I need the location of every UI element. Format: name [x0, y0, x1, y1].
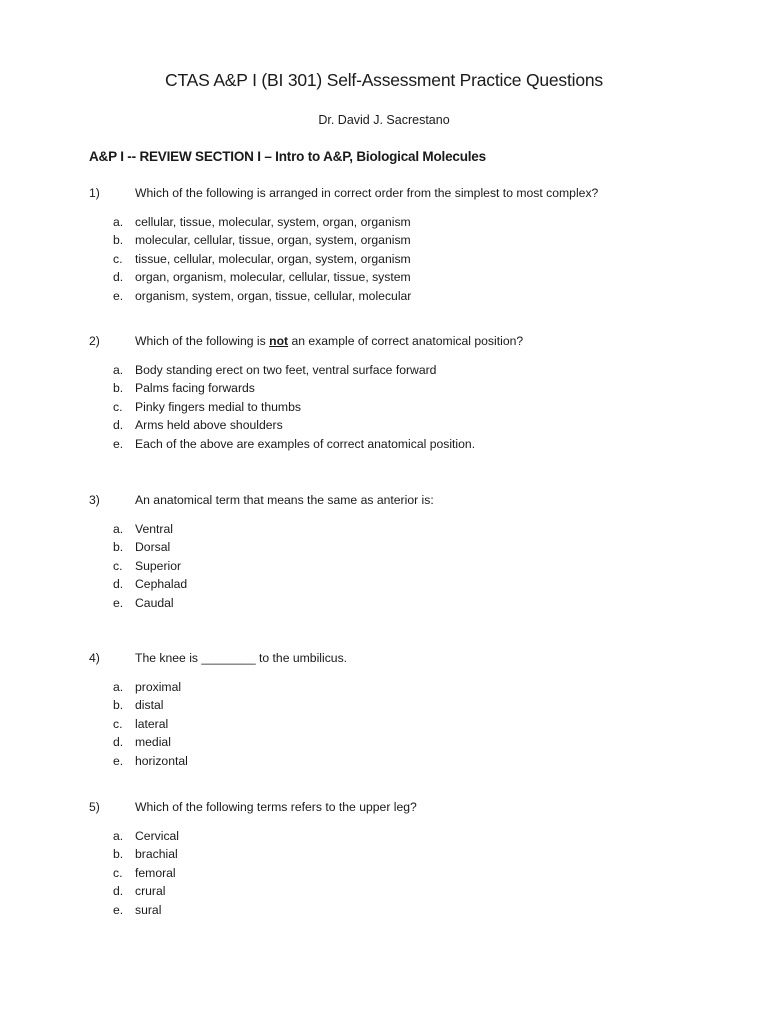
question-number: 2): [89, 334, 100, 348]
question-number: 5): [89, 800, 100, 814]
option-letter: a.: [113, 363, 124, 377]
question-number: 1): [89, 186, 100, 200]
question-3: [89, 492, 689, 610]
option-letter: b.: [113, 540, 124, 555]
question-text: An anatomical term that means the same as anterior is:: [135, 493, 434, 507]
option-letter: c.: [113, 251, 123, 266]
question-4: [89, 650, 689, 768]
option-text: sural: [135, 902, 162, 917]
option-letter: a.: [113, 215, 124, 229]
option-text: Pinky fingers medial to thumbs: [135, 399, 301, 414]
option-letter: b.: [113, 381, 124, 396]
option-text: Dorsal: [135, 540, 171, 555]
document-title: CTAS A&P I (BI 301) Self-Assessment Practice Questions: [165, 70, 603, 90]
option-letter: b.: [113, 698, 124, 713]
emphasis-not: not: [269, 334, 289, 348]
option-letter: d.: [113, 418, 124, 433]
option-text: Superior: [135, 558, 182, 573]
option-text: Cervical: [135, 829, 180, 843]
option-text: Caudal: [135, 595, 174, 610]
question-number: 3): [89, 493, 100, 507]
option-text: Ventral: [135, 522, 173, 536]
document-author: Dr. David J. Sacrestano: [318, 113, 450, 127]
option-text: horizontal: [135, 753, 188, 768]
question-text: Which of the following is arranged in correct order from the simplest to most complex?: [135, 186, 599, 200]
question-text: Which of the following terms refers to the upper leg?: [135, 800, 417, 814]
option-text: molecular, cellular, tissue, organ, system, organism: [135, 233, 411, 248]
option-letter: c.: [113, 399, 123, 414]
option-text: crural: [135, 884, 166, 899]
option-letter: d.: [113, 735, 124, 750]
option-text: brachial: [135, 847, 178, 862]
option-text: Cephalad: [135, 577, 188, 592]
option-text: proximal: [135, 680, 182, 694]
question-2: [89, 333, 689, 451]
option-text: Arms held above shoulders: [135, 418, 283, 433]
option-letter: e.: [113, 436, 124, 451]
option-letter: b.: [113, 233, 124, 248]
option-letter: d.: [113, 577, 124, 592]
option-letter: c.: [113, 716, 123, 731]
option-letter: e.: [113, 288, 124, 303]
option-text: Palms facing forwards: [135, 381, 255, 396]
option-text: Each of the above are examples of correct anatomical position.: [135, 436, 476, 451]
option-letter: e.: [113, 595, 124, 610]
option-letter: a.: [113, 680, 124, 694]
option-letter: a.: [113, 522, 124, 536]
option-text: tissue, cellular, molecular, organ, system, organism: [135, 251, 411, 266]
option-text: Body standing erect on two feet, ventral surface forward: [135, 363, 437, 377]
option-letter: a.: [113, 829, 124, 843]
option-text: organism, system, organ, tissue, cellular, molecular: [135, 288, 412, 303]
option-text: lateral: [135, 716, 169, 731]
question-1: [89, 185, 689, 303]
option-text: femoral: [135, 865, 176, 880]
option-letter: d.: [113, 270, 124, 285]
option-text: cellular, tissue, molecular, system, organ, organism: [135, 215, 411, 229]
option-text: distal: [135, 698, 164, 713]
option-letter: c.: [113, 865, 123, 880]
question-text: The knee is ________ to the umbilicus.: [135, 651, 348, 665]
question-5: [89, 799, 689, 917]
option-letter: e.: [113, 753, 124, 768]
option-letter: d.: [113, 884, 124, 899]
option-text: organ, organism, molecular, cellular, tissue, system: [135, 270, 411, 285]
option-text: medial: [135, 735, 171, 750]
option-letter: e.: [113, 902, 124, 917]
question-text: Which of the following is not an example of correct anatomical position?: [135, 334, 524, 348]
option-letter: c.: [113, 558, 123, 573]
section-heading: A&P I -- REVIEW SECTION I – Intro to A&P, Biological Molecules: [89, 149, 486, 164]
question-number: 4): [89, 651, 100, 665]
option-letter: b.: [113, 847, 124, 862]
